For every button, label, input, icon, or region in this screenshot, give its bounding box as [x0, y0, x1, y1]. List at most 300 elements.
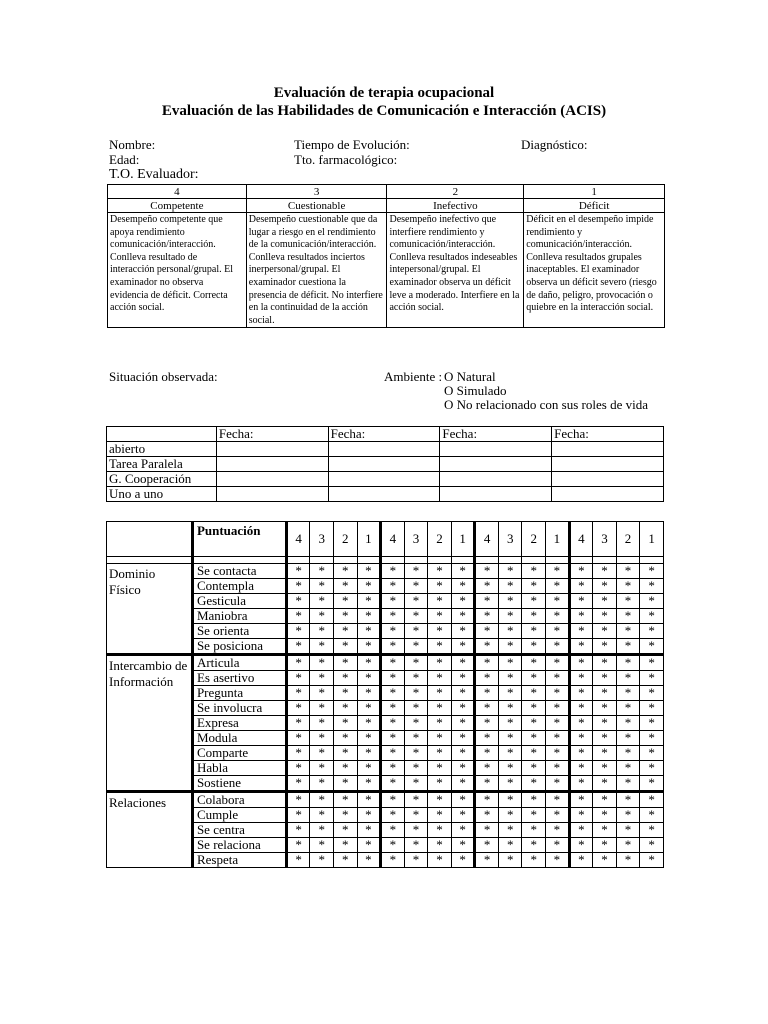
score-mark[interactable]: * — [546, 746, 570, 761]
score-mark[interactable]: * — [546, 731, 570, 746]
score-mark[interactable]: * — [498, 655, 522, 671]
score-mark[interactable]: * — [593, 609, 617, 624]
score-mark[interactable]: * — [310, 808, 334, 823]
score-mark[interactable]: * — [522, 686, 546, 701]
date-entry-cell[interactable] — [216, 457, 328, 472]
score-mark[interactable]: * — [522, 594, 546, 609]
score-mark[interactable]: * — [286, 716, 310, 731]
score-mark[interactable]: * — [357, 792, 381, 808]
score-mark[interactable]: * — [640, 671, 664, 686]
score-mark[interactable]: * — [546, 823, 570, 838]
score-mark[interactable]: * — [428, 624, 452, 639]
score-mark[interactable]: * — [333, 624, 357, 639]
score-mark[interactable]: * — [498, 808, 522, 823]
date-entry-cell[interactable] — [328, 487, 440, 502]
score-mark[interactable]: * — [310, 761, 334, 776]
score-mark[interactable]: * — [569, 564, 593, 579]
score-mark[interactable]: * — [546, 716, 570, 731]
score-mark[interactable]: * — [546, 686, 570, 701]
score-mark[interactable]: * — [381, 609, 405, 624]
score-mark[interactable]: * — [428, 639, 452, 655]
score-mark[interactable]: * — [357, 579, 381, 594]
score-mark[interactable]: * — [286, 671, 310, 686]
score-mark[interactable]: * — [546, 792, 570, 808]
score-mark[interactable]: * — [451, 686, 475, 701]
score-mark[interactable]: * — [593, 655, 617, 671]
score-mark[interactable]: * — [498, 853, 522, 868]
score-mark[interactable]: * — [310, 746, 334, 761]
score-mark[interactable]: * — [546, 655, 570, 671]
score-mark[interactable]: * — [640, 776, 664, 792]
score-mark[interactable]: * — [546, 671, 570, 686]
score-mark[interactable]: * — [333, 792, 357, 808]
score-mark[interactable]: * — [616, 671, 640, 686]
score-mark[interactable]: * — [357, 746, 381, 761]
score-mark[interactable]: * — [333, 716, 357, 731]
score-mark[interactable]: * — [381, 716, 405, 731]
score-mark[interactable]: * — [569, 746, 593, 761]
score-mark[interactable]: * — [428, 746, 452, 761]
score-mark[interactable]: * — [286, 746, 310, 761]
score-mark[interactable]: * — [498, 609, 522, 624]
score-mark[interactable]: * — [286, 701, 310, 716]
score-mark[interactable]: * — [569, 716, 593, 731]
date-entry-cell[interactable] — [216, 442, 328, 457]
ambiente-option-no-relacionado[interactable]: O No relacionado con sus roles de vida — [444, 397, 648, 412]
score-mark[interactable]: * — [333, 609, 357, 624]
score-mark[interactable]: * — [404, 808, 428, 823]
score-mark[interactable]: * — [286, 808, 310, 823]
score-mark[interactable]: * — [640, 731, 664, 746]
score-mark[interactable]: * — [404, 686, 428, 701]
score-mark[interactable]: * — [616, 776, 640, 792]
score-mark[interactable]: * — [286, 761, 310, 776]
score-mark[interactable]: * — [451, 853, 475, 868]
score-mark[interactable]: * — [451, 701, 475, 716]
score-mark[interactable]: * — [498, 731, 522, 746]
score-mark[interactable]: * — [428, 564, 452, 579]
score-mark[interactable]: * — [451, 776, 475, 792]
score-mark[interactable]: * — [498, 823, 522, 838]
score-mark[interactable]: * — [310, 655, 334, 671]
score-mark[interactable]: * — [404, 761, 428, 776]
score-mark[interactable]: * — [546, 808, 570, 823]
score-mark[interactable]: * — [475, 838, 499, 853]
date-entry-cell[interactable] — [552, 457, 664, 472]
score-mark[interactable]: * — [404, 671, 428, 686]
score-mark[interactable]: * — [357, 731, 381, 746]
score-mark[interactable]: * — [593, 761, 617, 776]
score-mark[interactable]: * — [333, 579, 357, 594]
date-entry-cell[interactable] — [440, 457, 552, 472]
score-mark[interactable]: * — [498, 776, 522, 792]
score-mark[interactable]: * — [546, 609, 570, 624]
score-mark[interactable]: * — [357, 594, 381, 609]
score-mark[interactable]: * — [640, 579, 664, 594]
score-mark[interactable]: * — [475, 594, 499, 609]
score-mark[interactable]: * — [404, 823, 428, 838]
score-mark[interactable]: * — [522, 564, 546, 579]
date-entry-cell[interactable] — [328, 457, 440, 472]
score-mark[interactable]: * — [310, 731, 334, 746]
score-mark[interactable]: * — [475, 761, 499, 776]
score-mark[interactable]: * — [404, 609, 428, 624]
score-mark[interactable]: * — [569, 624, 593, 639]
score-mark[interactable]: * — [522, 671, 546, 686]
fecha-header[interactable]: Fecha: — [328, 427, 440, 442]
score-mark[interactable]: * — [333, 564, 357, 579]
score-mark[interactable]: * — [310, 776, 334, 792]
score-mark[interactable]: * — [546, 853, 570, 868]
score-mark[interactable]: * — [357, 701, 381, 716]
score-mark[interactable]: * — [593, 686, 617, 701]
score-mark[interactable]: * — [310, 853, 334, 868]
score-mark[interactable]: * — [404, 731, 428, 746]
score-mark[interactable]: * — [286, 594, 310, 609]
score-mark[interactable]: * — [569, 655, 593, 671]
score-mark[interactable]: * — [616, 579, 640, 594]
score-mark[interactable]: * — [475, 808, 499, 823]
score-mark[interactable]: * — [522, 624, 546, 639]
score-mark[interactable]: * — [286, 579, 310, 594]
score-mark[interactable]: * — [522, 579, 546, 594]
score-mark[interactable]: * — [593, 594, 617, 609]
score-mark[interactable]: * — [404, 716, 428, 731]
score-mark[interactable]: * — [593, 731, 617, 746]
score-mark[interactable]: * — [569, 594, 593, 609]
score-mark[interactable]: * — [310, 671, 334, 686]
score-mark[interactable]: * — [593, 639, 617, 655]
score-mark[interactable]: * — [498, 564, 522, 579]
score-mark[interactable]: * — [310, 823, 334, 838]
score-mark[interactable]: * — [569, 686, 593, 701]
score-mark[interactable]: * — [404, 776, 428, 792]
score-mark[interactable]: * — [404, 624, 428, 639]
score-mark[interactable]: * — [333, 808, 357, 823]
score-mark[interactable]: * — [451, 671, 475, 686]
score-mark[interactable]: * — [616, 624, 640, 639]
score-mark[interactable]: * — [616, 853, 640, 868]
score-mark[interactable]: * — [522, 731, 546, 746]
score-mark[interactable]: * — [522, 609, 546, 624]
score-mark[interactable]: * — [428, 671, 452, 686]
score-mark[interactable]: * — [357, 671, 381, 686]
score-mark[interactable]: * — [286, 639, 310, 655]
score-mark[interactable]: * — [357, 776, 381, 792]
score-mark[interactable]: * — [569, 853, 593, 868]
score-mark[interactable]: * — [522, 701, 546, 716]
score-mark[interactable]: * — [640, 853, 664, 868]
score-mark[interactable]: * — [381, 761, 405, 776]
score-mark[interactable]: * — [381, 686, 405, 701]
score-mark[interactable]: * — [640, 761, 664, 776]
score-mark[interactable]: * — [546, 838, 570, 853]
score-mark[interactable]: * — [310, 701, 334, 716]
score-mark[interactable]: * — [333, 838, 357, 853]
score-mark[interactable]: * — [593, 808, 617, 823]
score-mark[interactable]: * — [451, 808, 475, 823]
score-mark[interactable]: * — [428, 731, 452, 746]
score-mark[interactable]: * — [475, 639, 499, 655]
score-mark[interactable]: * — [640, 808, 664, 823]
score-mark[interactable]: * — [569, 639, 593, 655]
score-mark[interactable]: * — [404, 594, 428, 609]
score-mark[interactable]: * — [381, 579, 405, 594]
score-mark[interactable]: * — [522, 823, 546, 838]
score-mark[interactable]: * — [404, 579, 428, 594]
score-mark[interactable]: * — [498, 761, 522, 776]
score-mark[interactable]: * — [593, 776, 617, 792]
score-mark[interactable]: * — [451, 594, 475, 609]
score-mark[interactable]: * — [475, 823, 499, 838]
score-mark[interactable]: * — [451, 792, 475, 808]
score-mark[interactable]: * — [310, 609, 334, 624]
score-mark[interactable]: * — [522, 838, 546, 853]
score-mark[interactable]: * — [522, 808, 546, 823]
score-mark[interactable]: * — [451, 564, 475, 579]
score-mark[interactable]: * — [333, 761, 357, 776]
score-mark[interactable]: * — [640, 716, 664, 731]
fecha-header[interactable]: Fecha: — [440, 427, 552, 442]
score-mark[interactable]: * — [616, 701, 640, 716]
date-entry-cell[interactable] — [216, 487, 328, 502]
score-mark[interactable]: * — [286, 776, 310, 792]
date-entry-cell[interactable] — [440, 472, 552, 487]
score-mark[interactable]: * — [451, 655, 475, 671]
score-mark[interactable]: * — [640, 564, 664, 579]
score-mark[interactable]: * — [357, 624, 381, 639]
score-mark[interactable]: * — [593, 746, 617, 761]
score-mark[interactable]: * — [428, 838, 452, 853]
score-mark[interactable]: * — [333, 746, 357, 761]
score-mark[interactable]: * — [451, 609, 475, 624]
date-entry-cell[interactable] — [328, 472, 440, 487]
score-mark[interactable]: * — [593, 624, 617, 639]
score-mark[interactable]: * — [593, 853, 617, 868]
score-mark[interactable]: * — [404, 701, 428, 716]
score-mark[interactable]: * — [498, 671, 522, 686]
score-mark[interactable]: * — [451, 639, 475, 655]
ambiente-option-simulado[interactable]: O Simulado — [444, 383, 507, 398]
score-mark[interactable]: * — [404, 564, 428, 579]
score-mark[interactable]: * — [569, 579, 593, 594]
score-mark[interactable]: * — [428, 609, 452, 624]
score-mark[interactable]: * — [381, 776, 405, 792]
score-mark[interactable]: * — [333, 701, 357, 716]
score-mark[interactable]: * — [381, 838, 405, 853]
score-mark[interactable]: * — [498, 579, 522, 594]
score-mark[interactable]: * — [569, 776, 593, 792]
score-mark[interactable]: * — [498, 686, 522, 701]
score-mark[interactable]: * — [286, 609, 310, 624]
score-mark[interactable]: * — [640, 792, 664, 808]
score-mark[interactable]: * — [616, 761, 640, 776]
score-mark[interactable]: * — [475, 792, 499, 808]
score-mark[interactable]: * — [286, 792, 310, 808]
score-mark[interactable]: * — [357, 808, 381, 823]
score-mark[interactable]: * — [569, 761, 593, 776]
score-mark[interactable]: * — [498, 594, 522, 609]
score-mark[interactable]: * — [475, 624, 499, 639]
score-mark[interactable]: * — [404, 838, 428, 853]
fecha-header[interactable]: Fecha: — [216, 427, 328, 442]
score-mark[interactable]: * — [381, 655, 405, 671]
score-mark[interactable]: * — [381, 792, 405, 808]
score-mark[interactable]: * — [498, 624, 522, 639]
score-mark[interactable]: * — [451, 823, 475, 838]
score-mark[interactable]: * — [357, 655, 381, 671]
score-mark[interactable]: * — [498, 792, 522, 808]
score-mark[interactable]: * — [404, 655, 428, 671]
score-mark[interactable]: * — [616, 716, 640, 731]
score-mark[interactable]: * — [593, 823, 617, 838]
score-mark[interactable]: * — [333, 731, 357, 746]
score-mark[interactable]: * — [640, 823, 664, 838]
score-mark[interactable]: * — [333, 776, 357, 792]
score-mark[interactable]: * — [428, 594, 452, 609]
score-mark[interactable]: * — [357, 823, 381, 838]
score-mark[interactable]: * — [286, 838, 310, 853]
score-mark[interactable]: * — [616, 746, 640, 761]
score-mark[interactable]: * — [522, 655, 546, 671]
fecha-header[interactable]: Fecha: — [552, 427, 664, 442]
score-mark[interactable]: * — [593, 701, 617, 716]
score-mark[interactable]: * — [616, 655, 640, 671]
score-mark[interactable]: * — [428, 655, 452, 671]
score-mark[interactable]: * — [357, 853, 381, 868]
score-mark[interactable]: * — [569, 808, 593, 823]
score-mark[interactable]: * — [404, 746, 428, 761]
score-mark[interactable]: * — [310, 594, 334, 609]
score-mark[interactable]: * — [381, 731, 405, 746]
score-mark[interactable]: * — [357, 761, 381, 776]
score-mark[interactable]: * — [451, 716, 475, 731]
score-mark[interactable]: * — [569, 671, 593, 686]
date-entry-cell[interactable] — [552, 472, 664, 487]
score-mark[interactable]: * — [616, 792, 640, 808]
score-mark[interactable]: * — [357, 838, 381, 853]
score-mark[interactable]: * — [357, 639, 381, 655]
score-mark[interactable]: * — [428, 853, 452, 868]
ambiente-option-natural[interactable]: O Natural — [444, 369, 496, 384]
score-mark[interactable]: * — [310, 792, 334, 808]
score-mark[interactable]: * — [333, 655, 357, 671]
score-mark[interactable]: * — [475, 579, 499, 594]
score-mark[interactable]: * — [381, 671, 405, 686]
score-mark[interactable]: * — [357, 609, 381, 624]
score-mark[interactable]: * — [451, 761, 475, 776]
score-mark[interactable]: * — [404, 853, 428, 868]
score-mark[interactable]: * — [498, 838, 522, 853]
score-mark[interactable]: * — [333, 671, 357, 686]
score-mark[interactable]: * — [640, 594, 664, 609]
score-mark[interactable]: * — [569, 792, 593, 808]
score-mark[interactable]: * — [381, 594, 405, 609]
score-mark[interactable]: * — [640, 624, 664, 639]
score-mark[interactable]: * — [428, 776, 452, 792]
score-mark[interactable]: * — [569, 823, 593, 838]
score-mark[interactable]: * — [404, 792, 428, 808]
score-mark[interactable]: * — [428, 716, 452, 731]
score-mark[interactable]: * — [569, 609, 593, 624]
score-mark[interactable]: * — [286, 731, 310, 746]
score-mark[interactable]: * — [310, 579, 334, 594]
score-mark[interactable]: * — [310, 686, 334, 701]
score-mark[interactable]: * — [475, 655, 499, 671]
score-mark[interactable]: * — [522, 776, 546, 792]
score-mark[interactable]: * — [475, 731, 499, 746]
score-mark[interactable]: * — [616, 838, 640, 853]
date-entry-cell[interactable] — [440, 442, 552, 457]
score-mark[interactable]: * — [616, 609, 640, 624]
score-mark[interactable]: * — [357, 716, 381, 731]
date-entry-cell[interactable] — [552, 442, 664, 457]
score-mark[interactable]: * — [546, 701, 570, 716]
score-mark[interactable]: * — [451, 838, 475, 853]
score-mark[interactable]: * — [286, 686, 310, 701]
score-mark[interactable]: * — [404, 639, 428, 655]
score-mark[interactable]: * — [498, 716, 522, 731]
score-mark[interactable]: * — [593, 716, 617, 731]
score-mark[interactable]: * — [616, 686, 640, 701]
score-mark[interactable]: * — [522, 716, 546, 731]
score-mark[interactable]: * — [475, 716, 499, 731]
score-mark[interactable]: * — [333, 853, 357, 868]
score-mark[interactable]: * — [616, 731, 640, 746]
score-mark[interactable]: * — [428, 823, 452, 838]
score-mark[interactable]: * — [381, 639, 405, 655]
score-mark[interactable]: * — [310, 564, 334, 579]
score-mark[interactable]: * — [593, 838, 617, 853]
score-mark[interactable]: * — [616, 639, 640, 655]
score-mark[interactable]: * — [310, 716, 334, 731]
score-mark[interactable]: * — [333, 594, 357, 609]
score-mark[interactable]: * — [593, 564, 617, 579]
score-mark[interactable]: * — [616, 564, 640, 579]
score-mark[interactable]: * — [475, 609, 499, 624]
score-mark[interactable]: * — [498, 746, 522, 761]
score-mark[interactable]: * — [640, 639, 664, 655]
score-mark[interactable]: * — [640, 746, 664, 761]
score-mark[interactable]: * — [333, 686, 357, 701]
score-mark[interactable]: * — [640, 686, 664, 701]
score-mark[interactable]: * — [475, 671, 499, 686]
date-entry-cell[interactable] — [440, 487, 552, 502]
score-mark[interactable]: * — [357, 564, 381, 579]
score-mark[interactable]: * — [640, 701, 664, 716]
score-mark[interactable]: * — [451, 624, 475, 639]
score-mark[interactable]: * — [333, 823, 357, 838]
date-entry-cell[interactable] — [552, 487, 664, 502]
score-mark[interactable]: * — [640, 609, 664, 624]
score-mark[interactable]: * — [546, 761, 570, 776]
score-mark[interactable]: * — [546, 776, 570, 792]
score-mark[interactable]: * — [640, 655, 664, 671]
score-mark[interactable]: * — [428, 686, 452, 701]
score-mark[interactable]: * — [593, 579, 617, 594]
score-mark[interactable]: * — [357, 686, 381, 701]
score-mark[interactable]: * — [475, 701, 499, 716]
score-mark[interactable]: * — [451, 746, 475, 761]
score-mark[interactable]: * — [428, 792, 452, 808]
score-mark[interactable]: * — [522, 761, 546, 776]
score-mark[interactable]: * — [546, 624, 570, 639]
score-mark[interactable]: * — [428, 579, 452, 594]
score-mark[interactable]: * — [286, 853, 310, 868]
score-mark[interactable]: * — [381, 624, 405, 639]
score-mark[interactable]: * — [616, 594, 640, 609]
score-mark[interactable]: * — [310, 838, 334, 853]
